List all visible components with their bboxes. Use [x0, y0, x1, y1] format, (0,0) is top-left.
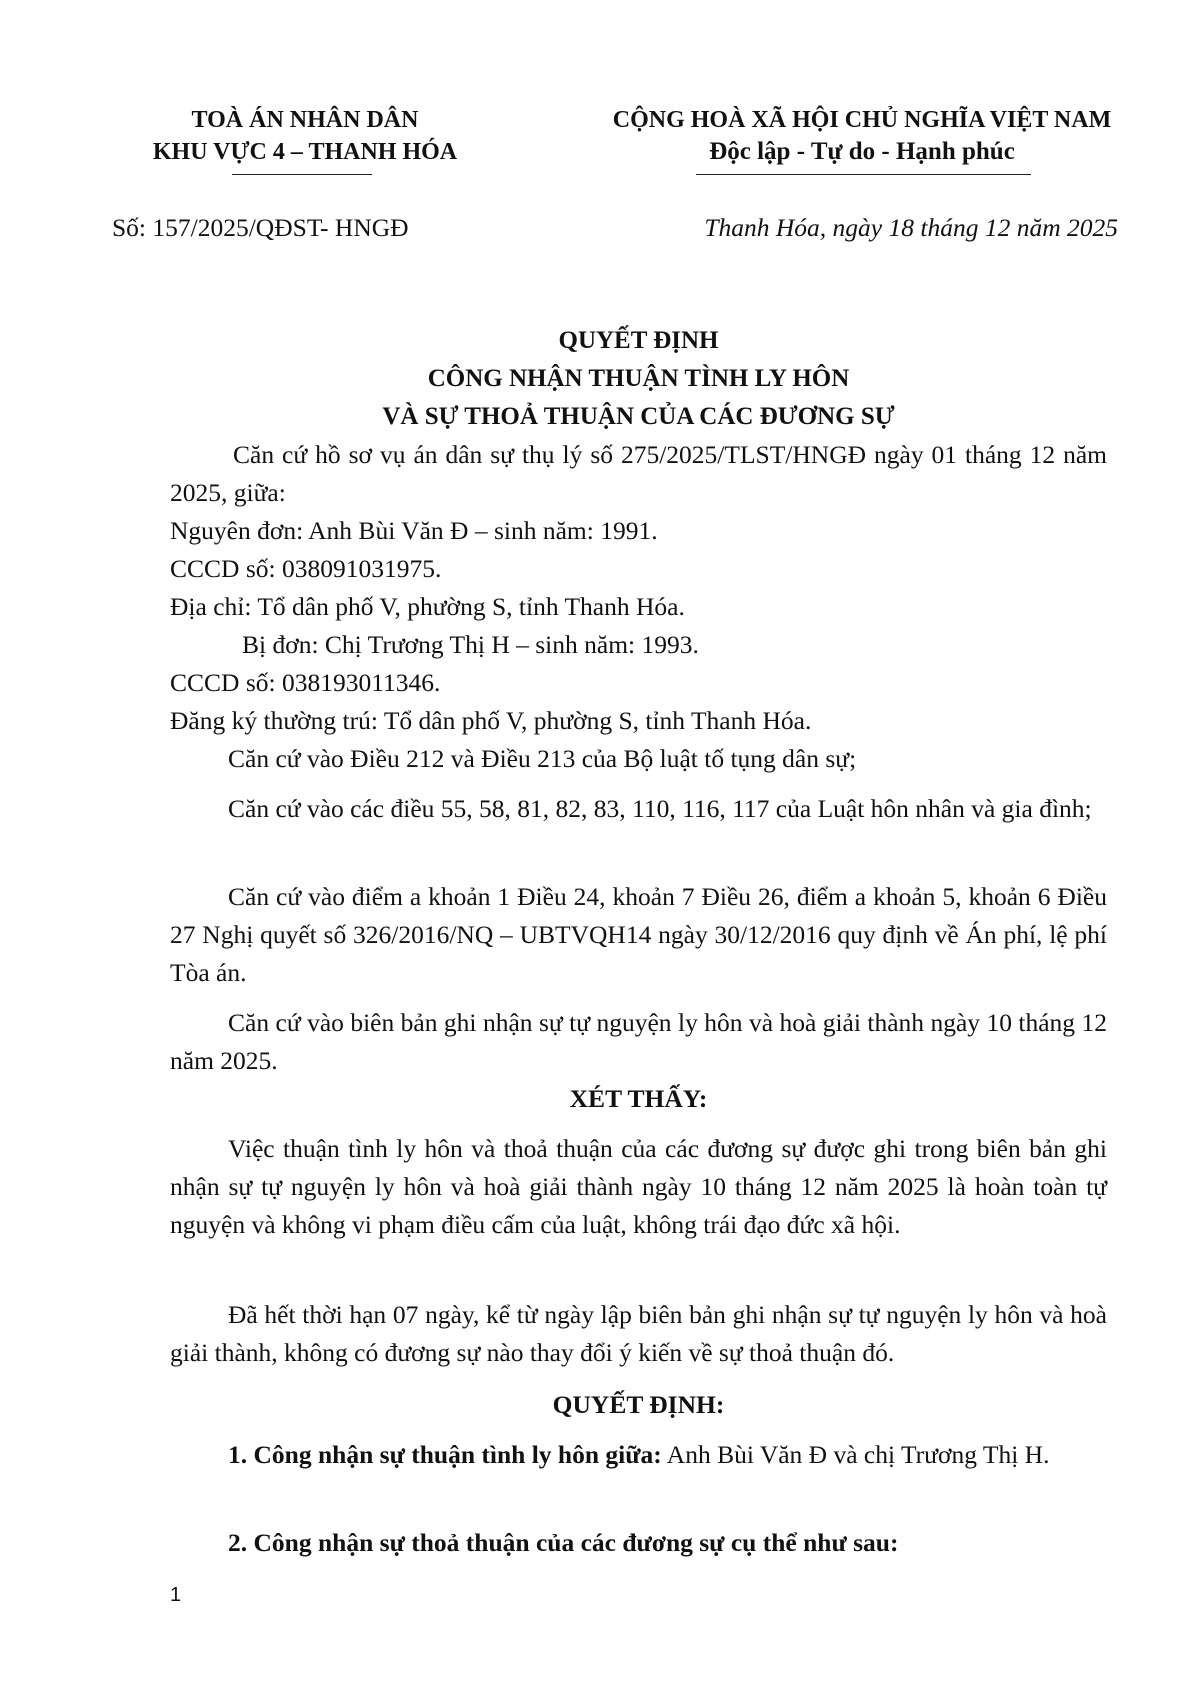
court-underline [232, 174, 372, 175]
decision-item-1 [170, 1436, 1107, 1474]
title-line3: VÀ SỰ THOẢ THUẬN CỦA CÁC ĐƯƠNG SỰ [382, 403, 895, 430]
defendant-line: Bị đơn: Chị Trương Thị H – sinh năm: 1993. [242, 630, 699, 659]
findings-paragraph-2: Đã hết thời hạn 07 ngày, kể từ ngày lập biên bản ghi nhận sự tự nguyện ly hôn và hoà giải thành, không có đương sự nào thay đổi ý kiến về sự thoả thuận đó. [170, 1300, 1107, 1367]
document-number: Số: 157/2025/QĐST- HNGĐ [112, 213, 409, 242]
nation-motto: Độc lập - Tự do - Hạnh phúc [709, 138, 1015, 165]
title-line1: QUYẾT ĐỊNH [558, 327, 719, 354]
page-number: 1 [170, 1584, 182, 1606]
plaintiff-line: Nguyên đơn: Anh Bùi Văn Đ – sinh năm: 1991. [170, 516, 658, 545]
decision-item-2: 2. Công nhận sự thoả thuận của các đương sự cụ thể như sau: [228, 1528, 899, 1557]
legal-basis-2: Căn cứ vào các điều 55, 58, 81, 82, 83, 110, 116, 117 của Luật hôn nhân và gia đình; [228, 794, 1092, 823]
nation-title: CỘNG HOÀ XÃ HỘI CHỦ NGHĨA VIỆT NAM [612, 107, 1112, 133]
legal-basis-3: Căn cứ vào điểm a khoản 1 Điều 24, khoản 7 Điều 26, điểm a khoản 5, khoản 6 Điều 27 Nghị quyết số 326/2016/NQ – UBTVQH14 ngày 30/12/2016 quy định về Án phí, lệ phí Tòa án. [170, 882, 1107, 987]
decision-heading: QUYẾT ĐỊNH: [552, 1390, 725, 1419]
title-line2: CÔNG NHẬN THUẬN TÌNH LY HÔN [427, 365, 850, 392]
motto-underline [696, 174, 1031, 175]
decision-item-1-text: Anh Bùi Văn Đ và chị Trương Thị H. [661, 1440, 1050, 1469]
court-name-line1: TOÀ ÁN NHÂN DÂN [191, 107, 419, 133]
defendant-address: Đăng ký thường trú: Tổ dân phố V, phường S, tỉnh Thanh Hóa. [170, 706, 812, 735]
decision-item-1-label: 1. Công nhận sự thuận tình ly hôn giữa: [228, 1440, 662, 1469]
legal-basis-4: Căn cứ vào biên bản ghi nhận sự tự nguyện ly hôn và hoà giải thành ngày 10 tháng 12 năm 2025. [170, 1008, 1107, 1075]
findings-heading: XÉT THẤY: [569, 1084, 708, 1113]
case-basis-paragraph: Căn cứ hồ sơ vụ án dân sự thụ lý số 275/2025/TLST/HNGĐ ngày 01 tháng 12 năm 2025, giữa: [170, 440, 1107, 507]
plaintiff-address: Địa chỉ: Tổ dân phố V, phường S, tỉnh Thanh Hóa. [170, 592, 685, 621]
defendant-id: CCCD số: 038193011346. [170, 668, 441, 697]
legal-basis-1: Căn cứ vào Điều 212 và Điều 213 của Bộ luật tố tụng dân sự; [228, 744, 857, 773]
court-name-line2: KHU VỰC 4 – THANH HÓA [152, 139, 458, 165]
plaintiff-id: CCCD số: 038091031975. [170, 554, 442, 583]
findings-paragraph-1: Việc thuận tình ly hôn và thoả thuận của các đương sự được ghi trong biên bản ghi nhận sự tự nguyện ly hôn và hoà giải thành ngày 10 tháng 12 năm 2025 là hoàn toàn tự nguyện và không vi phạm điều cấm của luật, không trái đạo đức xã hội. [170, 1134, 1107, 1239]
place-date: Thanh Hóa, ngày 18 tháng 12 năm 2025 [704, 213, 1118, 242]
